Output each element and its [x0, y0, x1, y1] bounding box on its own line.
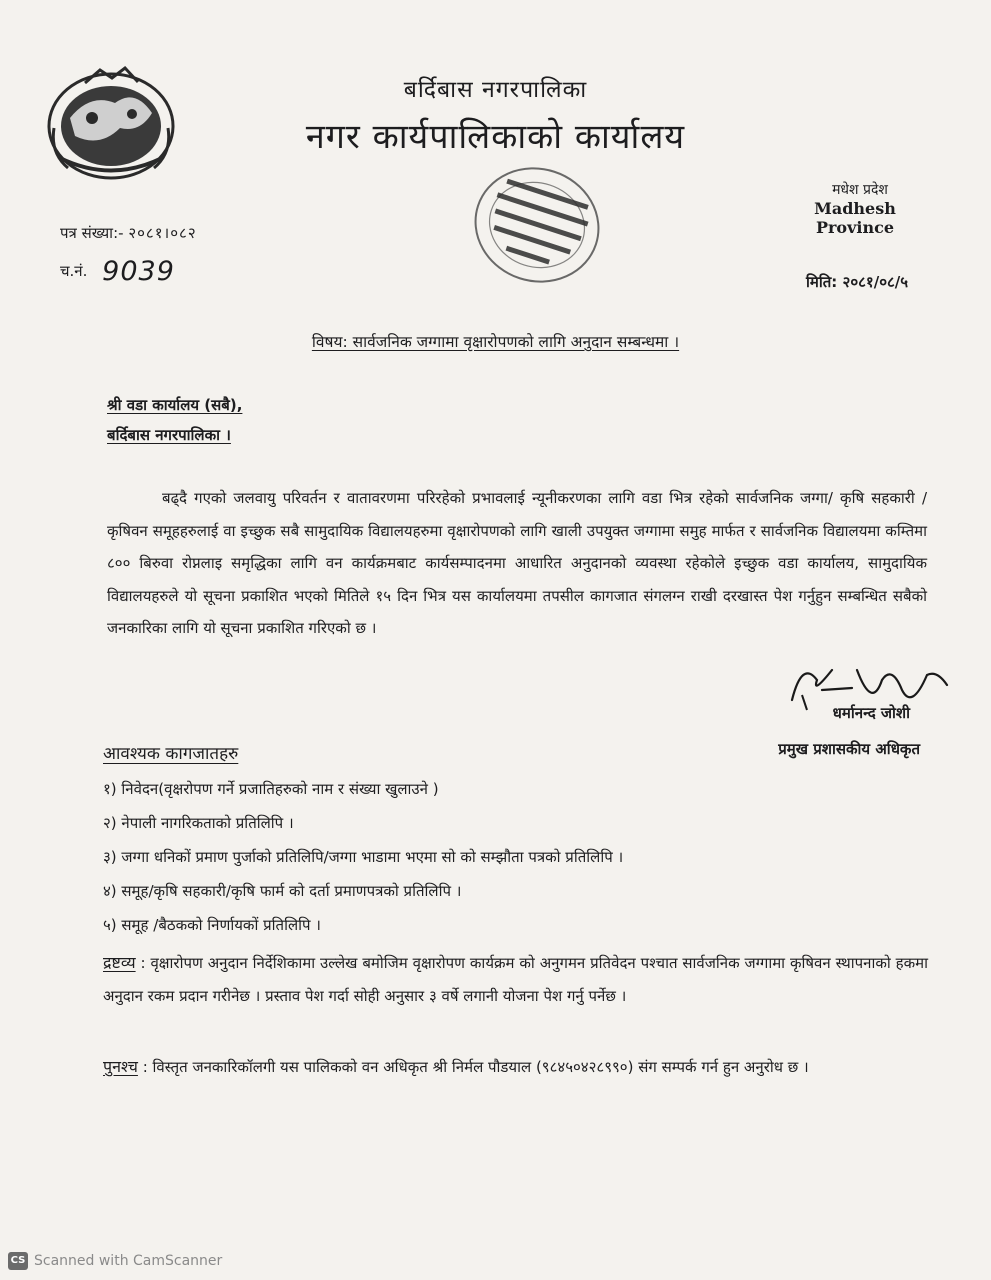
required-documents-heading: आवश्यक कागजातहरु	[103, 744, 239, 764]
reference-label: पत्र संख्या:-	[60, 224, 124, 242]
signatory-title: प्रमुख प्रशासकीय अधिकृत	[778, 740, 920, 758]
postscript-paragraph	[103, 1050, 918, 1084]
province-name-english: Madhesh Province	[814, 199, 896, 237]
required-documents-list	[103, 778, 623, 948]
province-name-nepali: मधेश प्रदेश	[832, 182, 888, 198]
note-paragraph	[103, 946, 928, 1013]
dispatch-label: च.नं.	[60, 262, 88, 280]
dispatch-number	[60, 252, 175, 287]
reference-value: २०८१।०८२	[128, 224, 197, 242]
camscanner-logo-icon: CS	[8, 1252, 28, 1270]
list-item: १) निवेदन(वृक्षरोपण गर्ने प्रजातिहरुको नाम र संख्या खुलाउने )	[103, 780, 439, 798]
list-item: २) नेपाली नागरिकताको प्रतिलिपि ।	[103, 814, 294, 832]
note-label: द्रष्टव्य	[103, 953, 136, 972]
letter-date	[806, 272, 908, 292]
letter-body: बढ्दै गएको जलवायु परिवर्तन र वातावरणमा परिरहेको प्रभावलाई न्यूनीकरणका लागि वडा भित्र रहेको सार्वजनिक जग्गा/ कृषि सहकारी /कृषिवन समूहहरुलाई वा इच्छुक सबै सामुदायिक विद्यालयहरुमा वृक्षारोपणको लागि खाली उपयुक्त जग्गामा समुह मार्फत र सार्वजनिक विद्यालयमा कम्तिमा ८०० बिरुवा रोप्नलाइ समृद्धिका लागि वन कार्यक्रमबाट कार्यसम्पादनमा आधारित अनुदानको व्यवस्था रहेकोले इच्छुक वडा कार्यालय, सामुदायिक विद्यालयहरुले यो सूचना प्रकाशित भएको मितिले १५ दिन भित्र यस कार्यालयमा तपसील कागजात संगलग्न राखी दरखास्त पेश गर्नुहुन सम्बन्धित सबैको जनकारिका लागि यो सूचना प्रकाशित गरिएको छ ।	[107, 489, 927, 637]
office-title: नगर कार्यपालिकाको कार्यालय	[305, 117, 686, 157]
signatory-name: धर्मानन्द जोशी	[832, 704, 910, 722]
dispatch-value: 9039	[102, 256, 175, 287]
addressee-line-2: बर्दिबास नगरपालिका ।	[107, 426, 231, 444]
reference-number	[60, 223, 197, 243]
list-item: ५) समूह /बैठकको निर्णायकों प्रतिलिपि ।	[103, 916, 321, 934]
date-label: मिति:	[806, 273, 838, 291]
note-text: : वृक्षारोपण अनुदान निर्देशिकामा उल्लेख बमोजिम वृक्षारोपण कार्यक्रम को अनुगमन प्रतिवेदन पश्चात सार्वजनिक जग्गामा कृषिवन स्थापनाको हकमा अनुदान रकम प्रदान गरीनेछ । प्रस्ताव पेश गर्दा सोही अनुसार ३ वर्षे लगानी योजना पेश गर्नु पर्नेछ ।	[103, 954, 928, 1005]
postscript-text: : विस्तृत जनकारिकॉलगी यस पालिकको वन अधिकृत श्री निर्मल पौडयाल (९८४५०४२८९९०) संग सम्पर्क गर्न हुन अनुरोध छ ।	[137, 1058, 809, 1076]
office-stamp	[455, 150, 620, 300]
postscript-label: पुनश्च	[103, 1057, 138, 1076]
list-item: ४) समूह/कृषि सहकारी/कृषि फार्म को दर्ता प्रमाणपत्रको प्रतिलिपि ।	[103, 882, 462, 900]
list-item: ३) जग्गा धनिकों प्रमाण पुर्जाको प्रतिलिपि/जग्गा भाडामा भएमा सो को सम्झौता पत्रको प्रतिलिपि ।	[103, 848, 624, 866]
addressee-line-1: श्री वडा कार्यालय (सबै),	[107, 396, 243, 414]
scanned-with-caption: Scanned with CamScanner	[34, 1253, 223, 1269]
municipality-name: बर्दिबास नगरपालिका	[403, 77, 588, 103]
date-value: २०८१/०८/५	[842, 273, 909, 291]
subject-line	[0, 330, 991, 352]
subject-text: विषय: सार्वजनिक जग्गामा वृक्षारोपणको लागि अनुदान सम्बन्धमा ।	[311, 333, 680, 351]
